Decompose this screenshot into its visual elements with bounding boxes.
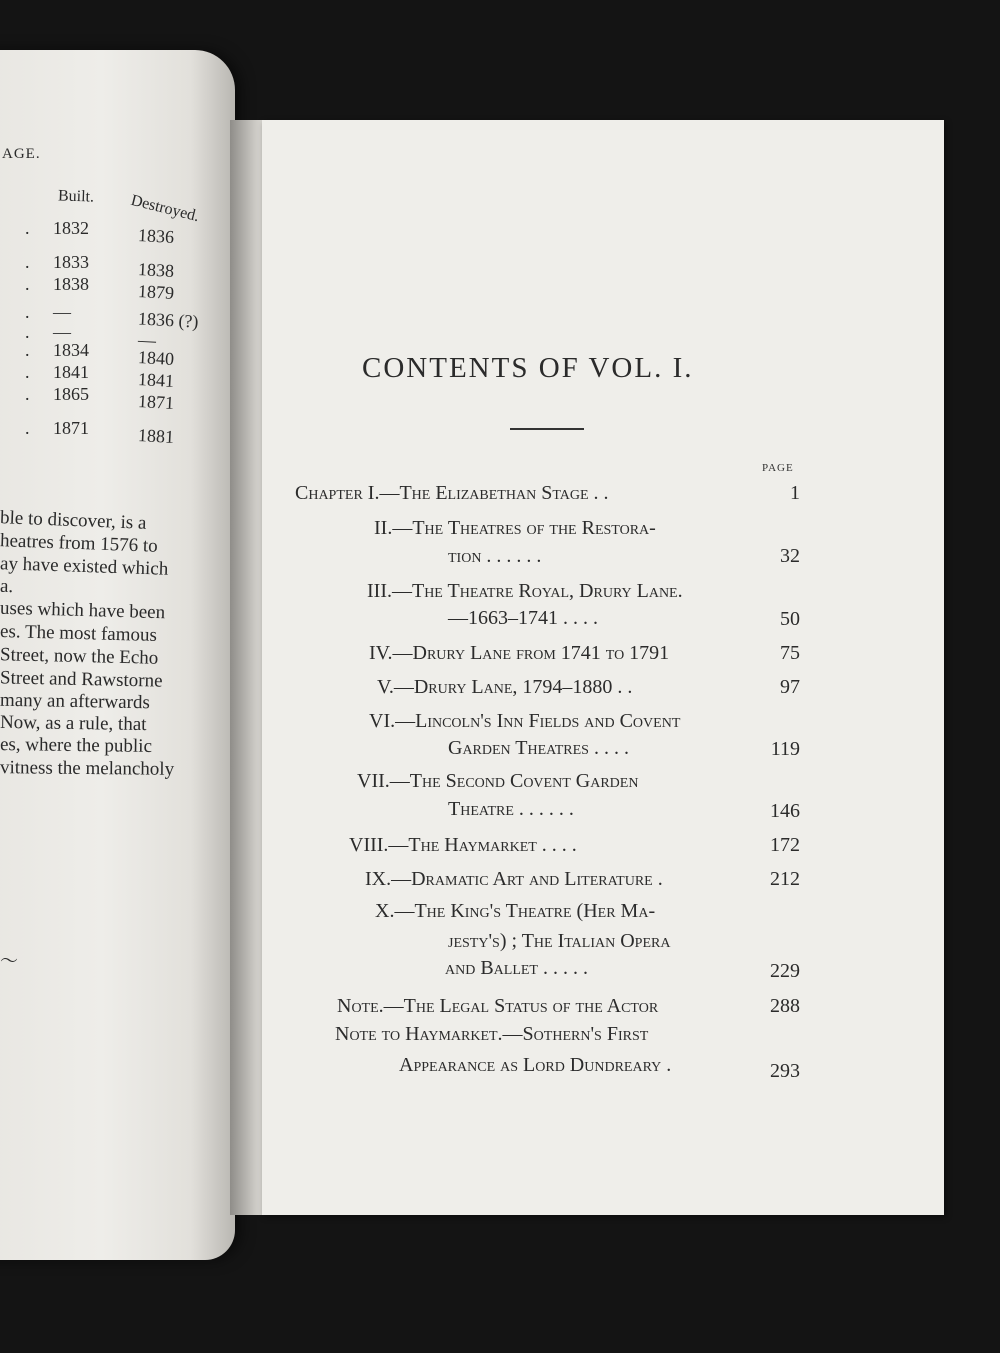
table-cell-dot: . bbox=[25, 362, 30, 382]
contents-entry-line: IV.—Drury Lane from 1741 to 1791 bbox=[369, 642, 670, 664]
contents-entry-line: V.—Drury Lane, 1794–1880 . . bbox=[377, 676, 633, 698]
contents-entry-line: III.—The Theatre Royal, Drury Lane. bbox=[367, 580, 683, 602]
contents-page-number: 229 bbox=[770, 960, 800, 982]
table-cell-destroyed: 1836 bbox=[137, 225, 175, 247]
contents-entry-line: VII.—The Second Covent Garden bbox=[357, 770, 639, 792]
table-cell-destroyed: 1879 bbox=[137, 281, 175, 303]
contents-page-number: 288 bbox=[770, 995, 800, 1017]
contents-page-number: 172 bbox=[770, 834, 800, 856]
body-text-line: Now, as a rule, that bbox=[0, 711, 147, 736]
contents-entry-line: tion . . . . . . bbox=[448, 545, 542, 567]
destroyed-column-header: Destroyed. bbox=[129, 191, 201, 226]
table-cell-dot: . bbox=[25, 340, 30, 360]
contents-page-number: 293 bbox=[770, 1060, 800, 1082]
body-text-line: es, where the public bbox=[0, 734, 153, 757]
table-cell-built: 1832 bbox=[53, 218, 89, 238]
contents-entry-line: IX.—Dramatic Art and Literature . bbox=[365, 868, 663, 890]
table-cell-built: 1838 bbox=[53, 274, 89, 294]
table-cell-built: 1834 bbox=[53, 340, 89, 360]
title-rule bbox=[510, 428, 584, 430]
body-text-line: es. The most famous bbox=[0, 621, 158, 646]
body-text-line: heatres from 1576 to bbox=[0, 530, 159, 557]
left-page-header: AGE. bbox=[2, 146, 41, 162]
contents-entry-line: Theatre . . . . . . bbox=[448, 798, 574, 820]
contents-page-number: 75 bbox=[780, 642, 800, 664]
contents-entry-line: jesty's) ; The Italian Opera bbox=[448, 930, 671, 952]
body-text-line: uses which have been bbox=[0, 597, 166, 624]
table-cell-built: 1841 bbox=[53, 362, 89, 382]
table-cell-built: — bbox=[53, 322, 71, 342]
contents-page-number: 1 bbox=[790, 482, 800, 504]
contents-entry-line: Garden Theatres . . . . bbox=[448, 737, 629, 759]
table-cell-built: 1865 bbox=[53, 384, 89, 404]
table-cell-built: 1833 bbox=[53, 252, 89, 272]
contents-entry-line: Note to Haymarket.—Sothern's First bbox=[335, 1023, 649, 1045]
contents-entry-line: Chapter I.—The Elizabethan Stage . . bbox=[295, 482, 609, 504]
table-cell-built: — bbox=[53, 302, 71, 322]
contents-page bbox=[262, 120, 944, 1215]
contents-entry-line: Appearance as Lord Dundreary . bbox=[399, 1054, 672, 1076]
built-column-header: Built. bbox=[57, 187, 95, 206]
table-cell-dot: . bbox=[25, 252, 30, 272]
contents-page-number: 146 bbox=[770, 800, 800, 822]
contents-page-number: 119 bbox=[770, 738, 800, 760]
body-text-line: vitness the melancholy bbox=[0, 757, 175, 780]
contents-entry-line: VIII.—The Haymarket . . . . bbox=[349, 834, 577, 856]
contents-entry-line: and Ballet . . . . . bbox=[445, 957, 588, 979]
table-cell-destroyed: 1871 bbox=[137, 391, 175, 413]
contents-entry-line: Note.—The Legal Status of the Actor bbox=[337, 995, 659, 1017]
table-cell-destroyed: 1836 (?) bbox=[137, 308, 199, 332]
table-cell-dot: . bbox=[25, 218, 30, 238]
body-text-line: a. bbox=[0, 575, 14, 598]
table-cell-dot: . bbox=[25, 384, 30, 404]
contents-entry-line: —1663–1741 . . . . bbox=[448, 607, 598, 629]
contents-page-number: 32 bbox=[780, 545, 800, 567]
contents-page-number: 50 bbox=[780, 608, 800, 630]
table-cell-dot: . bbox=[25, 302, 30, 322]
contents-entry-line: VI.—Lincoln's Inn Fields and Covent bbox=[369, 710, 681, 732]
body-text-line: Street, now the Echo bbox=[0, 644, 159, 669]
contents-title: CONTENTS OF VOL. I. bbox=[362, 352, 694, 384]
table-cell-destroyed: — bbox=[137, 329, 157, 351]
table-cell-destroyed: 1838 bbox=[137, 259, 175, 281]
contents-page-number: 97 bbox=[780, 676, 800, 698]
body-text-line: Street and Rawstorne bbox=[0, 667, 163, 692]
table-cell-built: 1871 bbox=[53, 418, 89, 438]
table-cell-dot: . bbox=[25, 418, 30, 438]
table-cell-dot: . bbox=[25, 322, 30, 342]
left-book-page bbox=[0, 50, 235, 1260]
table-cell-destroyed: 1840 bbox=[137, 347, 175, 369]
page-column-label: PAGE bbox=[762, 462, 794, 474]
contents-entry-line: II.—The Theatres of the Restora- bbox=[374, 517, 656, 539]
ornament: 〜 bbox=[0, 951, 18, 971]
contents-page-number: 212 bbox=[770, 868, 800, 890]
body-text-line: ble to discover, is a bbox=[0, 507, 147, 534]
table-cell-destroyed: 1881 bbox=[137, 425, 175, 447]
body-text-line: many an afterwards bbox=[0, 689, 151, 714]
contents-entry-line: X.—The King's Theatre (Her Ma- bbox=[375, 900, 656, 922]
table-cell-destroyed: 1841 bbox=[137, 369, 175, 391]
table-cell-dot: . bbox=[25, 274, 30, 294]
body-text-line: ay have existed which bbox=[0, 553, 169, 580]
